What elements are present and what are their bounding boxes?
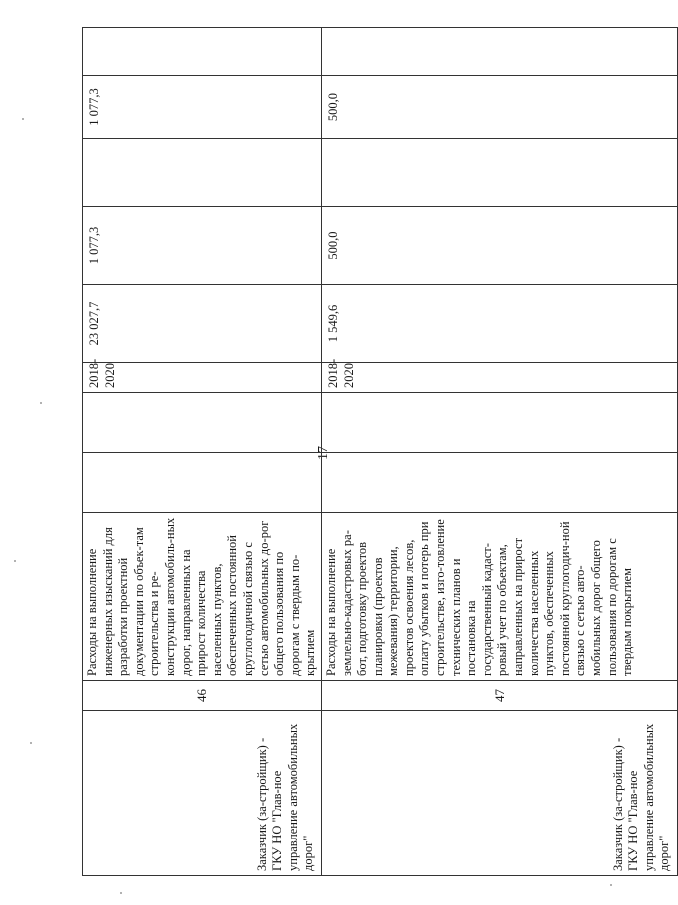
amount-2018: 500,0 [325,231,340,260]
total-amount-cell [83,285,322,363]
amount-2020: 1 077,3 [87,88,101,126]
period-text: 2018-2020 [87,358,117,388]
customer-text: Заказчик (за-стройщик) - ГКУ НО "Глав-ное управление автомобильных дорог" [610,723,672,871]
scan-speck [40,402,42,404]
customer-text: Заказчик (за-стройщик) - ГКУ НО "Глав-ное управление автомобильных дорог" [254,723,316,871]
amount-2018-cell [321,207,677,285]
empty-cell [321,453,677,513]
total-amount: 23 027,7 [87,301,101,346]
customer-cell [83,711,322,876]
scan-speck [30,742,32,744]
scan-speck [120,892,122,894]
page-number: 17 [316,446,331,460]
row-index: 46 [194,689,210,702]
amount-2019-cell [321,139,677,207]
scan-speck [610,884,612,886]
amount-2018: 1 077,3 [87,226,101,265]
total-amount: 1 549,6 [325,304,340,343]
description-cell [321,513,677,681]
amount-2020: 500,0 [325,92,340,122]
description-text: Расходы на выполнение инженерных изысканий для разработки проектной документации по объек-там строительства и ре-конструкции автомобиль-ных дорог, направленных на прирост количества населенных пунктов, обеспеченных постоянной круглогодичной связью с сетью автомобильных до-рог общего пользования по дорогам с твердым по-крытием [85,517,318,676]
description-cell [83,513,322,681]
table-rotation-frame [82,28,672,876]
row-index-cell [321,681,677,711]
period-cell [83,358,322,393]
amount-2019-cell [83,139,322,207]
period-cell [321,358,677,393]
empty-cell [321,393,677,453]
table-row [83,28,322,876]
empty-cell [83,453,322,513]
empty-cell [83,393,322,453]
amount-2020-cell [83,76,322,139]
amount-2020-cell [321,76,677,139]
row-index-cell [83,681,322,711]
amount-2018-cell [83,207,322,285]
empty-cell [83,28,322,76]
period-text: 2018-2020 [325,358,356,388]
scan-speck [14,560,16,562]
program-table [82,27,678,876]
total-amount-cell [321,285,677,363]
rotated-table-container [82,28,672,876]
scan-speck [22,118,24,120]
empty-cell [321,28,677,76]
description-text: Расходы на выполнение землельно-кадастровых ра-бот, подготовку проектов планировки (проектов межевания) территории, проектов освоения лесов, оплату убытков и потерь при строительстве, изго-товление технических планов и постановка на государственный кадаст-ровый учет по объектам, направленных на прирост количества населенных пунктов, обеспеченных постоянной круглогодич-ной связью с сетью авто-мобильных дорог общего пользования по дорогам с твердым покрытием [323,519,635,676]
table-row [321,28,677,876]
customer-cell [321,711,677,876]
row-index: 47 [491,689,507,702]
